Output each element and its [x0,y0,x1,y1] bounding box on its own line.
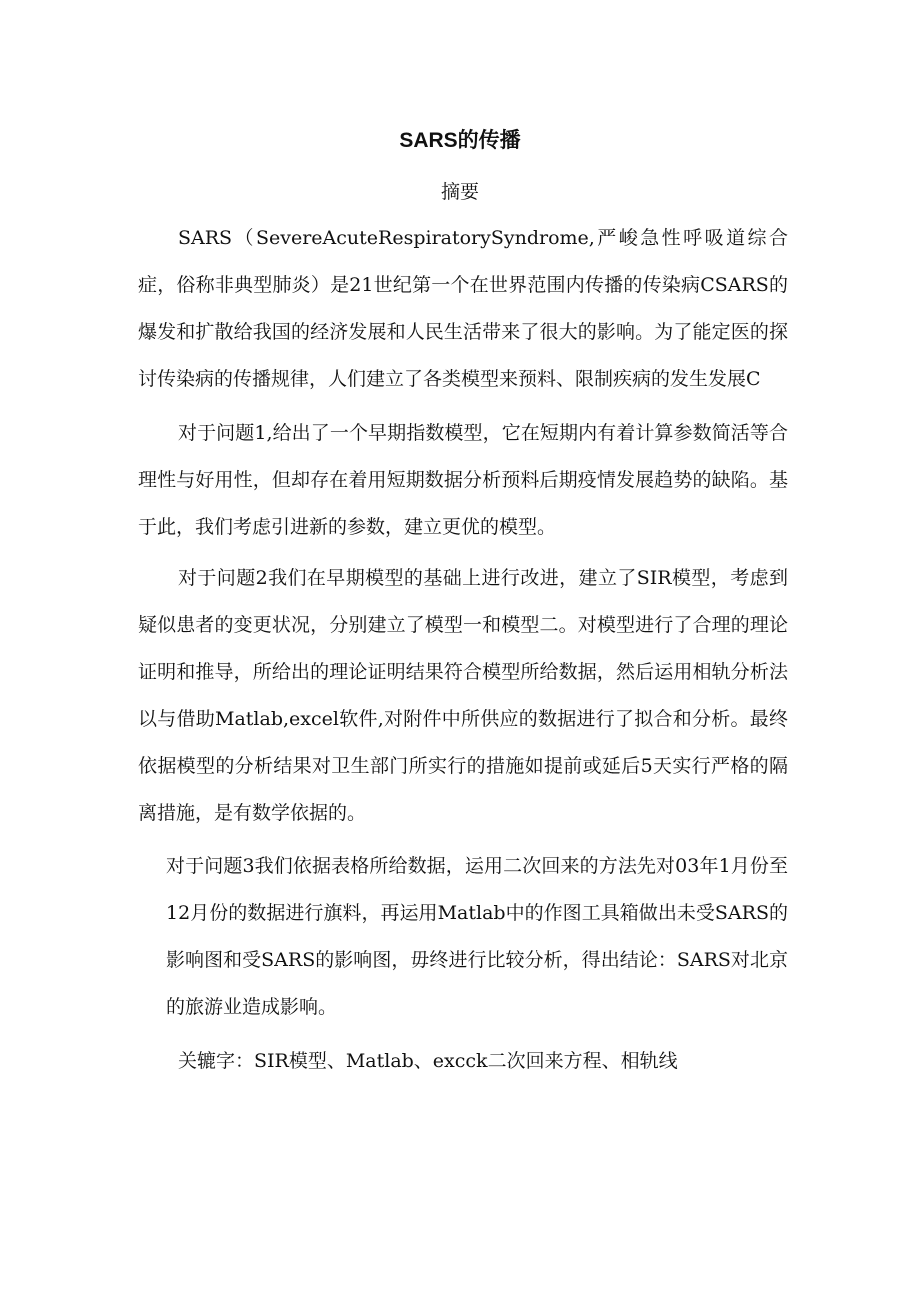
abstract-paragraph-2: 对于问题1,给出了一个早期指数模型，它在短期内有着计算参数简活等合理性与好用性，但却存在着用短期数据分析预料后期疫情发展趋势的缺陷。基于此，我们考虑引进新的参数，建立更优的模型。 [138,422,788,538]
abstract-paragraph-3: 对于问题2我们在早期模型的基础上进行改进，建立了SIR模型，考虑到疑似患者的变更状况，分别建立了模型一和模型二。对模型进行了合理的理论证明和推导，所给出的理论证明结果符合模型所给数据，然后运用相轨分析法以与借助Matlab,excel软件,对附件中所供应的数据进行了拟合和分析。最终依据模型的分析结果对卫生部门所实行的措施如提前或延后5天实行严格的隔离措施，是有数学依据的。 [138,567,788,824]
abstract-paragraph-1: SARS（SevereAcuteRespiratorySyndrome,严峻急性呼吸道综合症，俗称非典型肺炎）是21世纪第一个在世界范围内传播的传染病CSARS的爆发和扩散给我国的经济发展和人民生活带来了很大的影响。为了能定医的探讨传染病的传播规律，人们建立了各类模型来预料、限制疾病的发生发展C [138,227,788,390]
keywords-line: 关辘字：SIR模型、Matlab、excck二次回来方程、相轨线 [178,1050,678,1072]
document-title: SARS的传播 [399,129,521,152]
abstract-paragraph-4: 对于问题3我们依据表格所给数据，运用二次回来的方法先对03年1月份至12月份的数据进行旗料，再运用Matlab中的作图工具箱做出未受SARS的影响图和受SARS的影响图，毋终进行比较分析，得出结论：SARS对北京的旅游业造成影响。 [166,855,788,1018]
abstract-heading: 摘要 [440,181,479,203]
